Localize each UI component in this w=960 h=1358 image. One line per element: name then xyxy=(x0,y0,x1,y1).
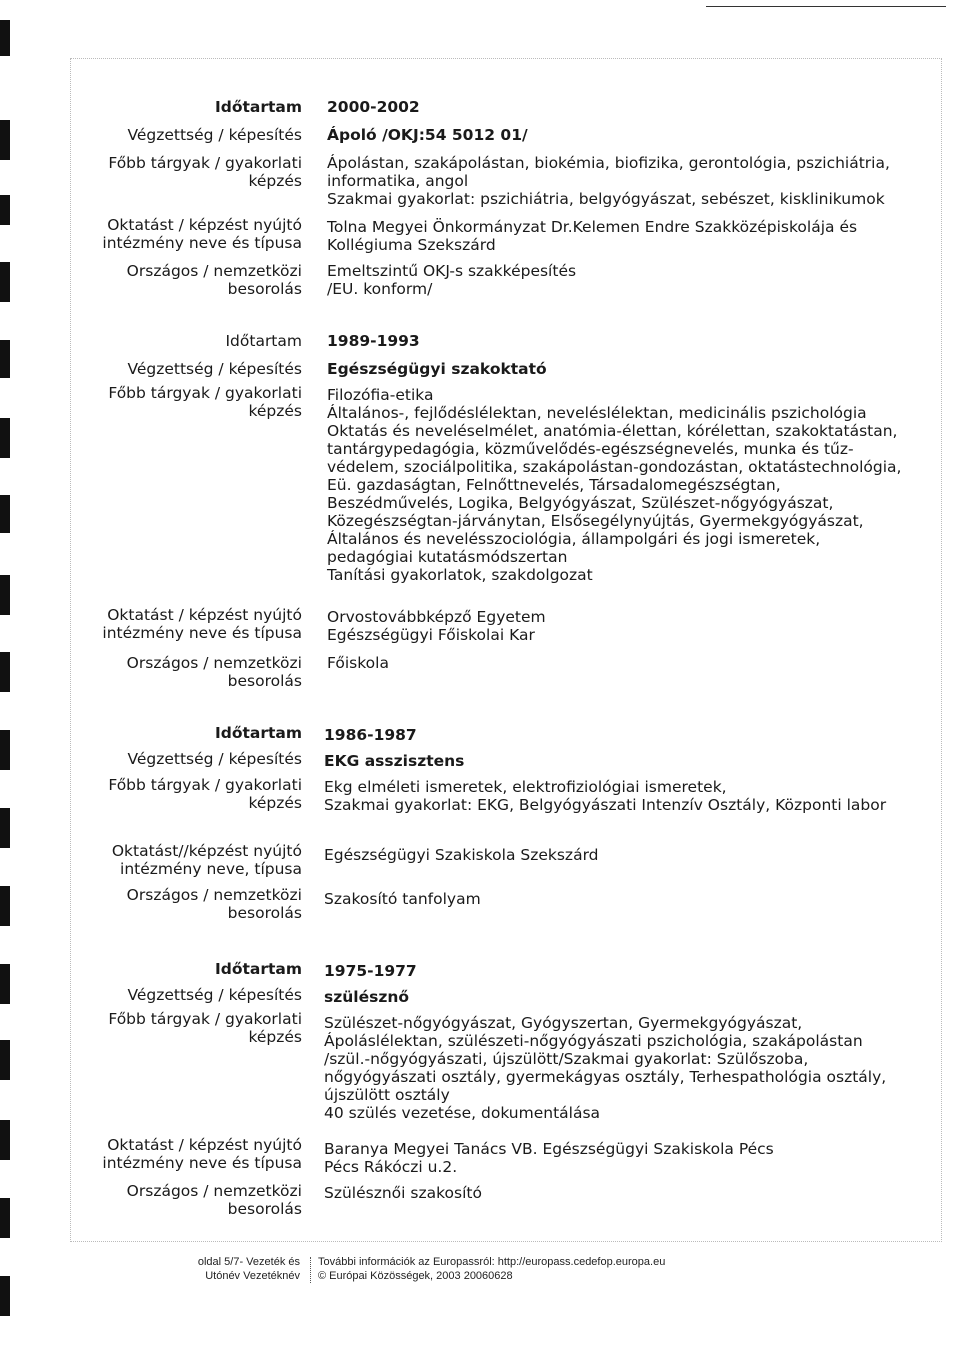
label-duration: Időtartam xyxy=(225,332,302,350)
entry-classification: Szakosító tanfolyam xyxy=(324,890,481,908)
label-classification: Országos / nemzetközi besorolás xyxy=(126,654,302,690)
label-subjects: Főbb tárgyak / gyakorlati képzés xyxy=(108,154,302,190)
entry-institution: Egészségügyi Szakiskola Szekszárd xyxy=(324,846,599,864)
footer-page-info: oldal 5/7- Vezeték és Utónév Vezetéknév xyxy=(197,1256,300,1282)
label-duration: Időtartam xyxy=(214,960,302,978)
label-duration: Időtartam xyxy=(214,724,302,742)
label-subjects: Főbb tárgyak / gyakorlati képzés xyxy=(108,384,302,420)
entry-subjects: Filozófia-etika Általános-, fejlődéslélektan, neveléslélektan, medicinális pszichológia Oktatás és neveléselmélet, anatómia-élettan, kórélettan, szakoktatástan, tantárgypedagógia, közművelődés-egészségnevelés, munka és tűz- védelem, szociálpolitika, szakápolástan-gondozástan, oktatástechnológia, Eü. gazdaságtan, Felnőttnevelés, Társadalomegészségtan, Beszédművelés, Logika, Belgyógyászat, Szülészet-nőgyógyászat, Közegészségtan-járványtan, Elsősegélynyújtás, Gyermekgyógyászat, Általános és nevelésszociológia, állampolgári és jogi ismeretek, pedagógiai kutatásmódszertan Tanítási gyakorlatok, szakdolgozat xyxy=(327,386,902,584)
entry-period: 1986-1987 xyxy=(324,726,417,744)
entry-qualification: EKG asszisztens xyxy=(324,752,465,770)
label-institution: Oktatást / képzést nyújtó intézmény neve és típusa xyxy=(102,1136,302,1172)
entry-qualification: szülésznő xyxy=(324,988,410,1006)
entry-subjects: Szülészet-nőgyógyászat, Gyógyszertan, Gyermekgyógyászat, Ápoláslélektan, szülészeti-nőgyógyászati pszichológia, szakápolástan /szül.-nőgyógyászati, újszülött/Szakmai gyakorlat: Szülőszoba, nőgyógyászati osztály, gyermekágyas osztály, Terhespathológia osztály, újszülött osztály 40 szülés vezetése, dokumentálása xyxy=(324,1014,887,1122)
label-institution: Oktatást//képzést nyújtó intézmény neve, típusa xyxy=(111,842,302,878)
entry-classification: Emeltszintű OKJ-s szakképesítés /EU. konform/ xyxy=(327,262,577,298)
label-subjects: Főbb tárgyak / gyakorlati képzés xyxy=(108,776,302,812)
label-subjects: Főbb tárgyak / gyakorlati képzés xyxy=(108,1010,302,1046)
label-qualification: Végzettség / képesítés xyxy=(127,360,302,378)
entry-subjects: Ápolástan, szakápolástan, biokémia, biofizika, gerontológia, pszichiátria, informatika, angol Szakmai gyakorlat: pszichiátria, belgyógyászat, sebészet, kisklinikumok xyxy=(327,154,890,208)
entry-period: 2000-2002 xyxy=(327,98,420,116)
label-qualification: Végzettség / képesítés xyxy=(127,986,302,1004)
entry-classification: Főiskola xyxy=(327,654,389,672)
label-duration: Időtartam xyxy=(214,98,302,116)
entry-subjects: Ekg elméleti ismeretek, elektrofiziológiai ismeretek, Szakmai gyakorlat: EKG, Belgyógyászati Intenzív Osztály, Központi labor xyxy=(324,778,887,814)
label-qualification: Végzettség / képesítés xyxy=(127,126,302,144)
entry-classification: Szülésznői szakosító xyxy=(324,1184,482,1202)
label-classification: Országos / nemzetközi besorolás xyxy=(126,1182,302,1218)
label-qualification: Végzettség / képesítés xyxy=(127,750,302,768)
label-institution: Oktatást / képzést nyújtó intézmény neve és típusa xyxy=(102,216,302,252)
scan-top-rule xyxy=(706,6,946,7)
entry-institution: Baranya Megyei Tanács VB. Egészségügyi Szakiskola Pécs Pécs Rákóczi u.2. xyxy=(324,1140,774,1176)
label-institution: Oktatást / képzést nyújtó intézmény neve és típusa xyxy=(102,606,302,642)
entry-period: 1989-1993 xyxy=(327,332,420,350)
entry-institution: Tolna Megyei Önkormányzat Dr.Kelemen Endre Szakközépiskolája és Kollégiuma Szekszárd xyxy=(327,218,858,254)
label-classification: Országos / nemzetközi besorolás xyxy=(126,886,302,922)
entry-period: 1975-1977 xyxy=(324,962,417,980)
footer-separator xyxy=(310,1257,312,1283)
label-classification: Országos / nemzetközi besorolás xyxy=(126,262,302,298)
entry-institution: Orvostovábbképző Egyetem Egészségügyi Főiskolai Kar xyxy=(327,608,546,644)
entry-qualification: Ápoló /OKJ:54 5012 01/ xyxy=(327,126,528,144)
entry-qualification: Egészségügyi szakoktató xyxy=(327,360,547,378)
footer-europass-info: További információk az Europassról: http://europass.cedefop.europa.eu © Európai Közösségek, 2003 20060628 xyxy=(318,1256,666,1282)
